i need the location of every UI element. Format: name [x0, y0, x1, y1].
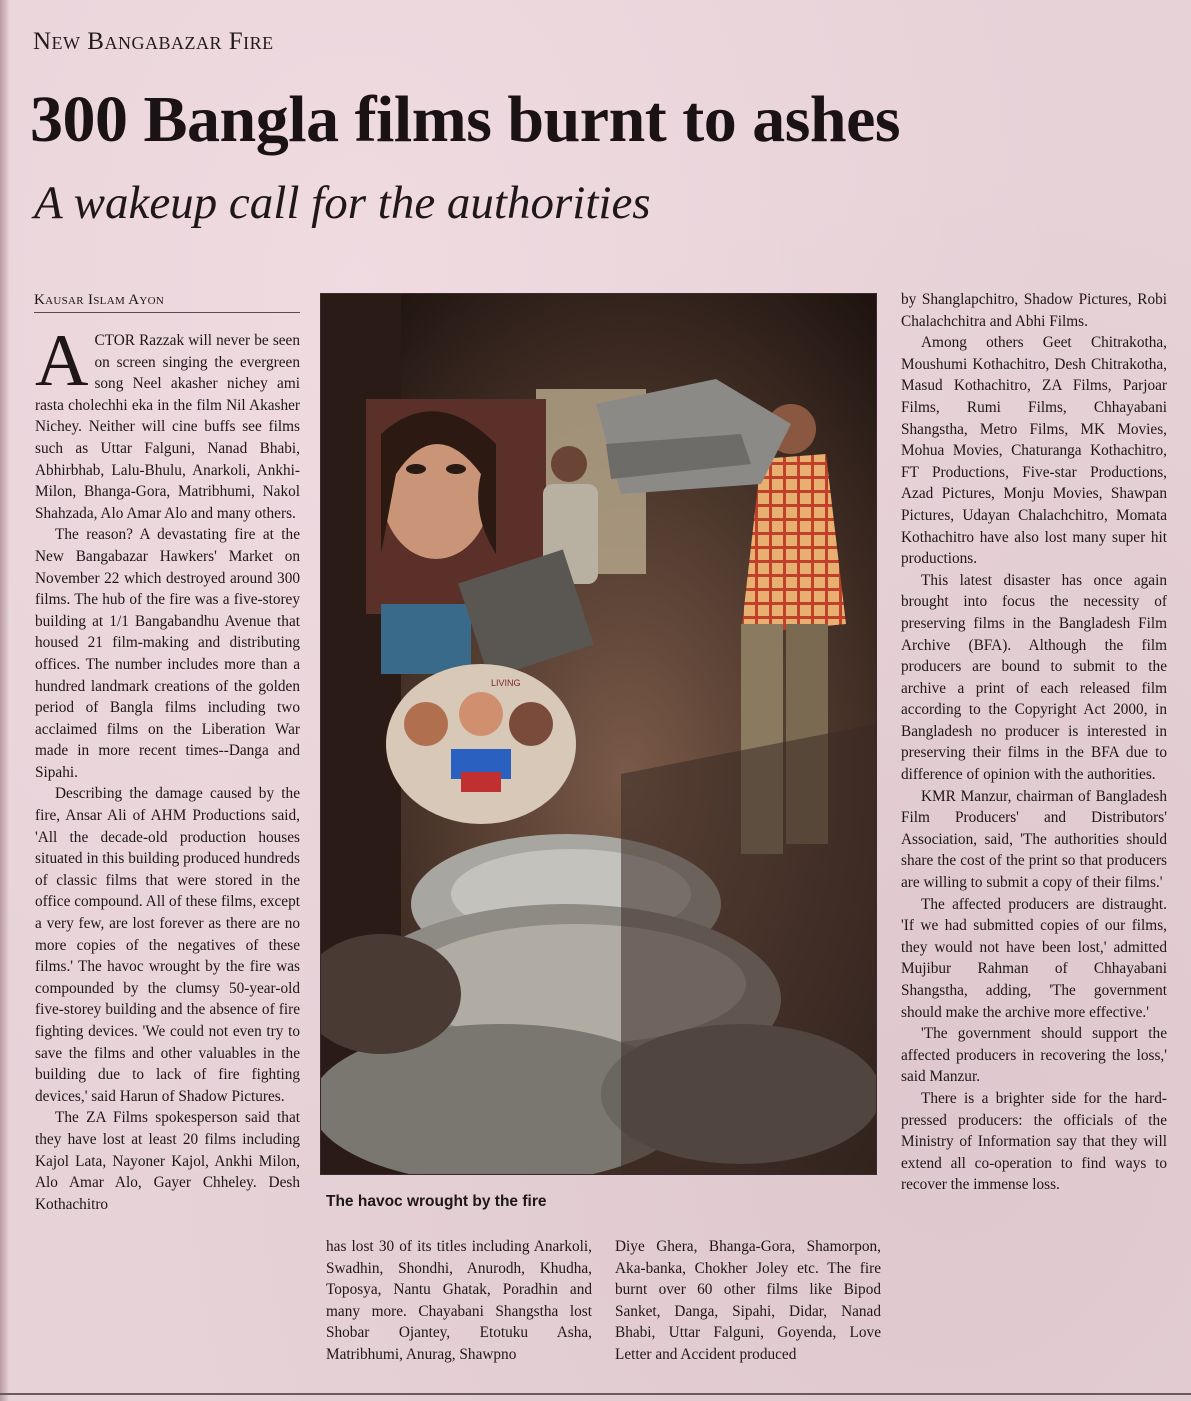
- article-column-1: [35, 320, 300, 1215]
- fire-damage-photo: [320, 293, 877, 1175]
- paragraph-text: Razzak will never be seen on screen singing the evergreen song Neel akasher nichey ami rasta cholechhi eka in the film Nil Akasher Nichey. Neither will cine buffs see films such as Uttar Falguni, Nanad Bhabi, Abhirbhab, Lalu-Bhulu, Anarkoli, Ankhi-Milon, Bhanga-Gora, Matribhumi, Nakol Shahzada, Alo Amar Alo and many others.: [35, 332, 300, 522]
- article-column-3: [615, 1236, 881, 1366]
- article-column-4: [901, 289, 1167, 1196]
- paragraph: Describing the damage caused by the fire, Ansar Ali of AHM Productions said, 'All the decade-old production houses situated in this building produced hundreds of classic films that were stored in the office compound. All of these films, except a very few, are lost forever as there are no more copies of the negatives of these films.' The havoc wrought by the fire was compounded by the clumsy 50-year-old five-storey building and the absence of fire fighting devices. 'We could not even try to save the films and other valuables in the building due to lack of fire fighting devices,' said Harun of Shadow Pictures.: [35, 785, 300, 1105]
- article-column-2: [326, 1236, 592, 1366]
- paragraph: 'The government should support the affected producers in recovering the loss,' said Manzur.: [901, 1025, 1167, 1086]
- subheadline: A wakeup call for the authorities: [34, 177, 651, 229]
- page-fold-edge: [0, 0, 9, 1401]
- lead-in: CTOR: [94, 332, 135, 349]
- section-kicker: New Bangabazar Fire: [33, 28, 274, 55]
- photo-illustration: [321, 294, 876, 1174]
- paragraph: The affected producers are distraught. 'If we had submitted copies of our films, they would not have been lost,' admitted Mujibur Rahman of Chhayabani Shangstha, adding, 'The government should make the archive more effective.': [901, 895, 1167, 1021]
- paragraph: Diye Ghera, Bhanga-Gora, Shamorpon, Aka-banka, Chokher Joley etc. The fire burnt over 60 other films like Bipod Sanket, Danga, Sipahi, Didar, Nanad Bhabi, Uttar Falguni, Goyenda, Love Letter and Accident produced: [615, 1238, 881, 1363]
- byline: Kausar Islam Ayon: [34, 292, 300, 313]
- paragraph: This latest disaster has once again brought into focus the necessity of preserving films in the Bangladesh Film Archive (BFA). Although the film producers are bound to submit to the archive a print of each released film according to the Copyright Act 2000, in Bangladesh no producer is interested in preserving their films in the BFA due to difference of opinion with the authorities.: [901, 571, 1167, 784]
- paragraph: has lost 30 of its titles including Anarkoli, Swadhin, Shondhi, Anurodh, Khudha, Toposya, Nantu Ghatak, Poradhin and many more. Chayabani Shangstha lost Shobar Ojantey, Etotuku Asha, Matribhumi, Anurag, Shawpno: [326, 1238, 592, 1363]
- paragraph: [35, 320, 300, 524]
- paragraph: The reason? A devastating fire at the New Bangabazar Hawkers' Market on November 22 which destroyed around 300 films. The hub of the fire was a five-storey building at 1/1 Bangabandhu Avenue that housed 21 film-making and distributing offices. The number includes more than a hundred landmark creations of the golden period of Bangla films including two acclaimed films on the Liberation War made in more recent times--Danga and Sipahi.: [35, 526, 300, 781]
- paragraph: The ZA Films spokesperson said that they have lost at least 20 films including Kajol Lata, Nayoner Kajol, Ankhi Milon, Alo Amar Alo, Gayer Chheley. Desh Kothachitro: [35, 1109, 300, 1213]
- bottom-rule: [0, 1393, 1191, 1395]
- drop-cap: A: [35, 320, 89, 402]
- poster-label: LIVING: [491, 678, 521, 688]
- paragraph: by Shanglapchitro, Shadow Pictures, Robi Chalachchitra and Abhi Films.: [901, 291, 1167, 330]
- paragraph: There is a brighter side for the hard-pressed producers: the officials of the Ministry of Information say that they will extend all co-operation to find ways to recover the immense loss.: [901, 1089, 1167, 1194]
- photo-caption: The havoc wrought by the fire: [326, 1193, 547, 1210]
- paragraph: KMR Manzur, chairman of Bangladesh Film Producers' and Distributors' Association, said, 'The authorities should share the cost of the print so that producers are willing to submit a copy of their films.': [901, 787, 1167, 892]
- headline: 300 Bangla films burnt to ashes: [30, 83, 901, 156]
- paragraph: Among others Geet Chitrakotha, Moushumi Kothachitro, Desh Chitrakotha, Masud Kothachitro, ZA Films, Parjoar Films, Rumi Films, Chhayabani Shangstha, Metro Films, MK Movies, Mohua Movies, Chaturanga Kothachitro, FT Productions, Five-star Productions, Azad Pictures, Monju Movies, Shawpan Pictures, Udayan Chalachchitro, Momata Kothachitro have also lost many super hit productions.: [901, 334, 1167, 568]
